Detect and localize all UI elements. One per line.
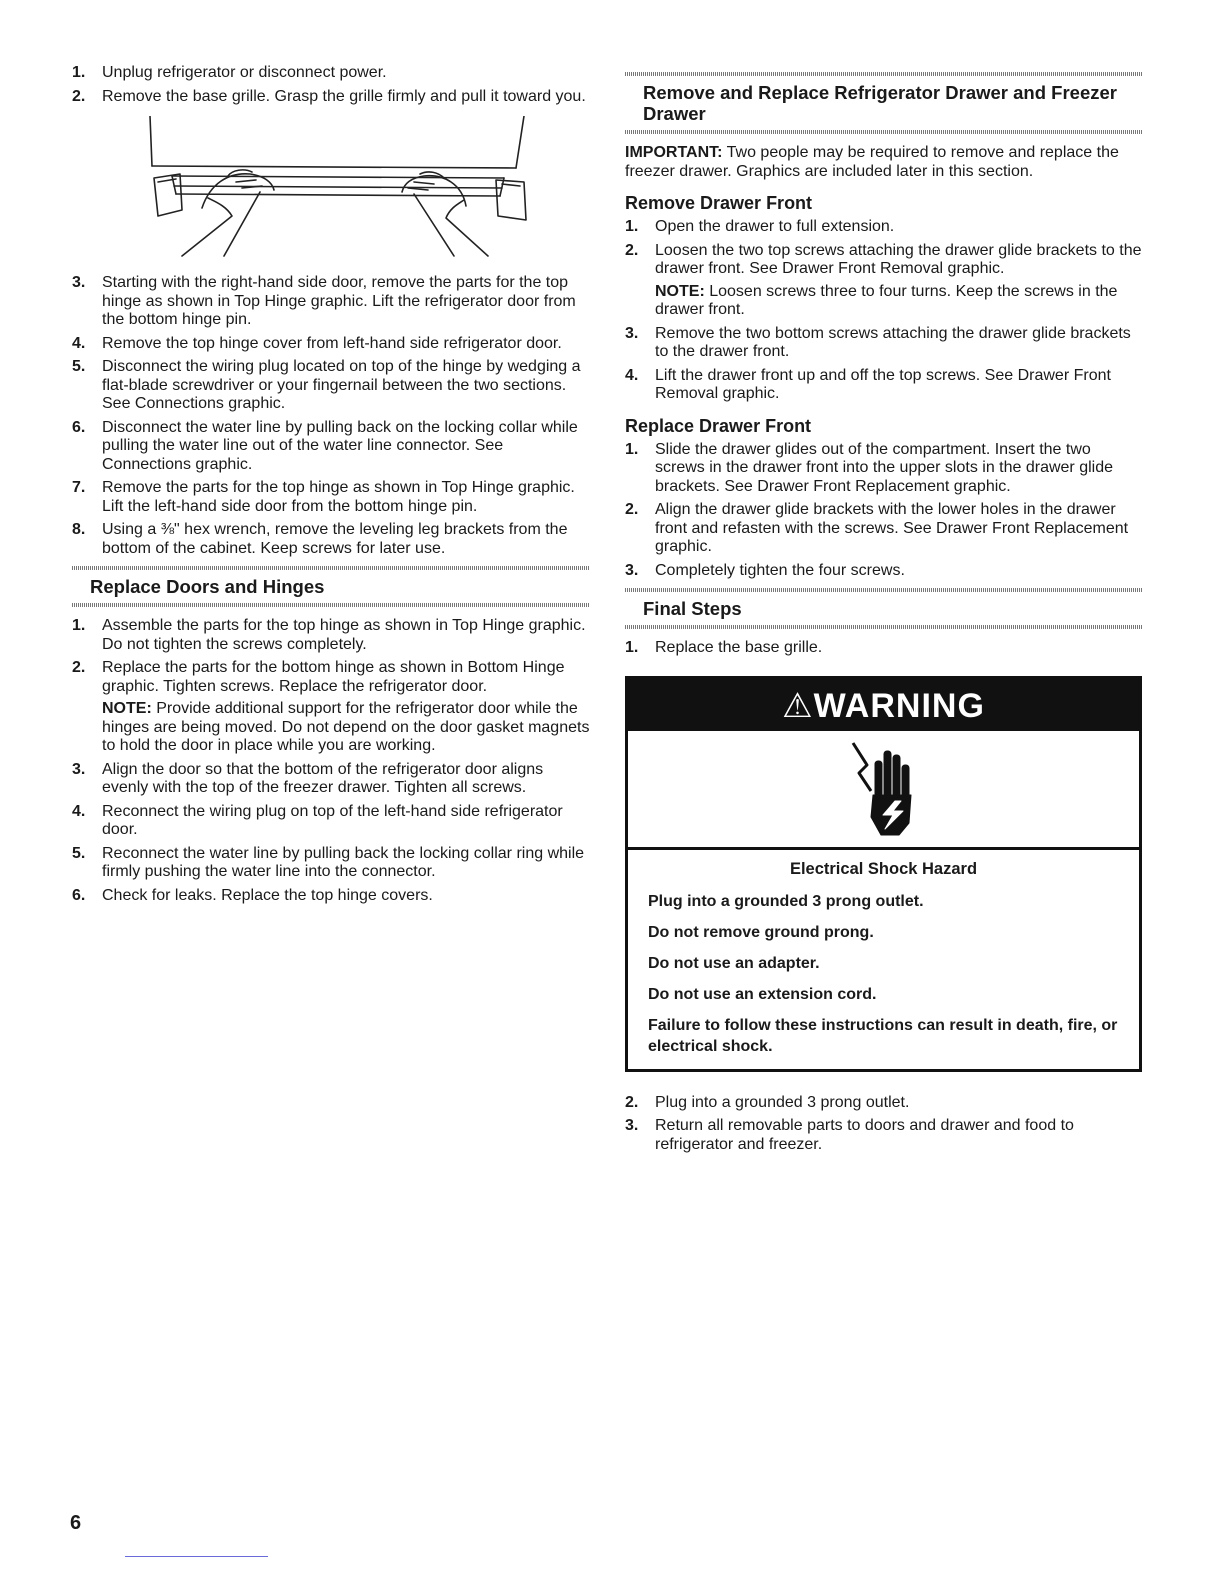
list-item: 3. Align the door so that the bottom of the refrigerator door aligns evenly with the top of the freezer drawer. Tighten all screws.	[72, 760, 544, 796]
warning-line: Do not use an adapter.	[648, 954, 820, 972]
list-item: 1. Replace the base grille.	[625, 639, 823, 656]
list-item: 2. Replace the parts for the bottom hinge as shown in Bottom Hinge graphic. Tighten screws. Replace the refrigerator door. NOTE: Provide additional support for the refrigerator door while the hinges are being moved. Do not depend on the door gasket magnets to hold the door in place while you are working.	[72, 659, 590, 754]
warning-box	[625, 676, 1142, 1072]
list-item: 1. Unplug refrigerator or disconnect power.	[72, 64, 387, 81]
list-item: 7. Remove the parts for the top hinge as shown in Top Hinge graphic. Lift the left-hand side door from the bottom hinge pin.	[72, 479, 575, 515]
left-column	[72, 64, 590, 910]
list-item: 2. Plug into a grounded 3 prong outlet.	[625, 1093, 910, 1111]
list-item: 2. Remove the base grille. Grasp the grille firmly and pull it toward you.	[72, 87, 586, 105]
important-paragraph: IMPORTANT: Two people may be required to remove and replace the freezer drawer. Graphics are included later in this section.	[625, 144, 1119, 180]
list-item: 5. Reconnect the water line by pulling back the locking collar ring while firmly pushing the water line into the connector.	[72, 844, 585, 880]
final-steps-list-a	[625, 639, 1142, 658]
note: NOTE: Provide additional support for the refrigerator door while the hinges are being moved. Do not depend on the door gasket magnets to hold the door in place while you are working.	[102, 700, 590, 754]
final-steps-list-b	[625, 1094, 1142, 1155]
warning-line: Plug into a grounded 3 prong outlet.	[648, 892, 924, 910]
replace-doors-heading: Replace Doors and Hinges	[90, 576, 325, 597]
list-item: 6. Disconnect the water line by pulling back on the locking collar while pulling the water line out of the water line connector. See Connections graphic.	[72, 418, 578, 473]
warning-line: Do not use an extension cord.	[648, 985, 877, 1003]
section-divider	[625, 625, 1142, 629]
replace-drawer-front-heading: Replace Drawer Front	[625, 415, 812, 436]
section-divider	[625, 130, 1142, 134]
list-item: 3. Return all removable parts to doors and drawer and food to refrigerator and freezer.	[625, 1117, 1074, 1153]
list-item: 4. Remove the top hinge cover from left-hand side refrigerator door.	[72, 334, 562, 352]
hazard-title: Electrical Shock Hazard	[789, 859, 978, 878]
list-item: 8. Using a ⅜" hex wrench, remove the leveling leg brackets from the bottom of the cabinet. Keep screws for later use.	[72, 521, 568, 557]
warning-line: Do not remove ground prong.	[648, 923, 874, 941]
list-item: 4. Lift the drawer front up and off the top screws. See Drawer Front Removal graphic.	[625, 366, 1111, 402]
section-divider	[72, 603, 590, 607]
removal-steps-list-a	[72, 64, 590, 106]
electrical-shock-hand-icon	[849, 739, 919, 839]
page-number: 6	[70, 1512, 82, 1534]
final-steps-heading: Final Steps	[643, 598, 742, 619]
list-item: 2. Loosen the two top screws attaching the drawer glide brackets to the drawer front. See Drawer Front Removal graphic. NOTE: Loosen screws three to four turns. Keep the screws in the drawer front.	[625, 241, 1142, 318]
warning-line: Failure to follow these instructions can result in death, fire, or electrical shock.	[648, 1016, 1118, 1055]
footer-link-line	[125, 1556, 268, 1557]
list-item: 2. Align the drawer glide brackets with the lower holes in the drawer front and refasten with the screws. See Drawer Front Replacement graphic.	[625, 501, 1129, 555]
list-item: 3. Remove the two bottom screws attaching the drawer glide brackets to the drawer front.	[625, 324, 1131, 360]
right-column	[625, 72, 1142, 1159]
note: NOTE: Loosen screws three to four turns. Keep the screws in the drawer front.	[655, 282, 1118, 318]
list-item: 1. Open the drawer to full extension.	[625, 218, 895, 235]
drawer-section-heading: Remove and Replace Refrigerator Drawer and Freezer Drawer	[643, 82, 1117, 124]
replace-doors-steps-list	[72, 617, 590, 905]
list-item: 6. Check for leaks. Replace the top hinge covers.	[72, 886, 433, 904]
list-item: 3. Starting with the right-hand side door, remove the parts for the top hinge as shown in Top Hinge graphic. Lift the refrigerator door from the bottom hinge pin.	[72, 274, 576, 328]
list-item: 1. Assemble the parts for the top hinge as shown in Top Hinge graphic. Do not tighten the screws completely.	[72, 617, 586, 653]
list-item: 1. Slide the drawer glides out of the compartment. Insert the two screws in the drawer front into the upper slots in the drawer glide brackets. See Drawer Front Replacement graphic.	[625, 440, 1114, 495]
remove-drawer-front-heading: Remove Drawer Front	[625, 193, 813, 213]
list-item: 5. Disconnect the wiring plug located on top of the hinge by wedging a flat-blade screwdriver or your fingernail between the two sections. See Connections graphic.	[72, 358, 581, 412]
base-grille-removal-illustration	[132, 116, 532, 266]
warning-header: ⚠WARNING	[628, 679, 1139, 731]
list-item: 4. Reconnect the wiring plug on top of the left-hand side refrigerator door.	[72, 802, 563, 838]
list-item: 3. Completely tighten the four screws.	[625, 561, 905, 579]
remove-drawer-front-steps	[625, 218, 1142, 404]
removal-steps-list-b	[72, 274, 590, 558]
replace-drawer-front-steps	[625, 441, 1142, 581]
